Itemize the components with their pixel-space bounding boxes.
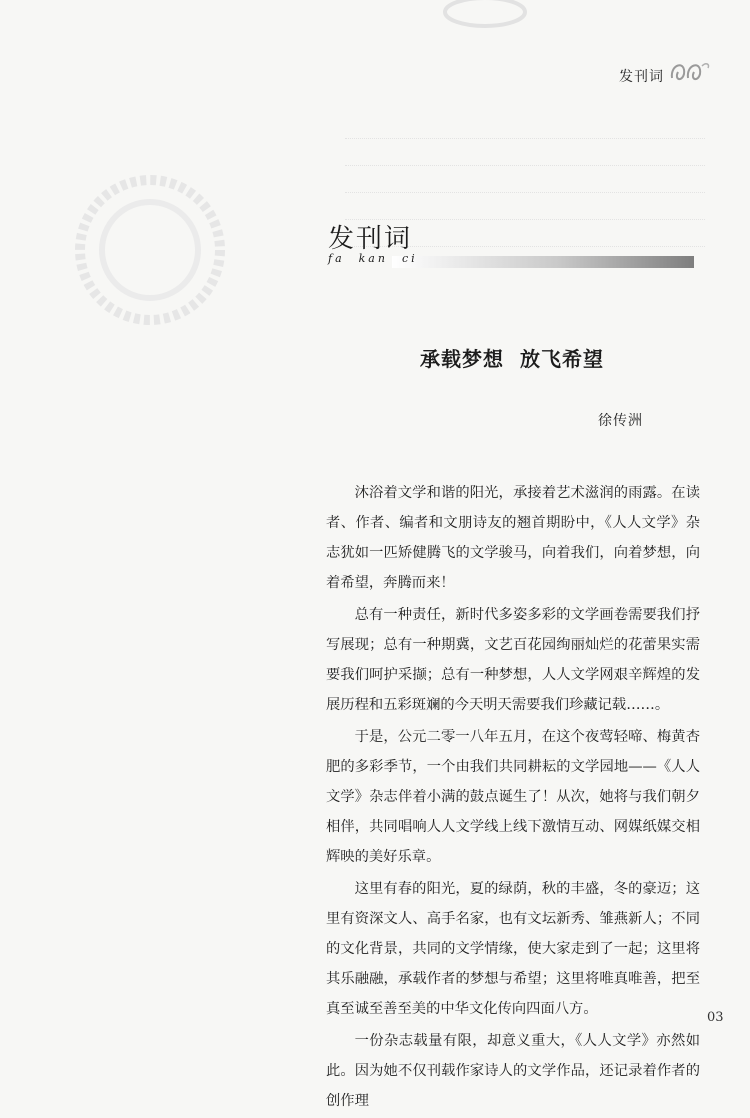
- pinyin-syllable: fa: [328, 252, 345, 265]
- paragraph: 沐浴着文学和谐的阳光，承接着艺术滋润的雨露。在读者、作者、编者和文朋诗友的翘首期盼中，《人人文学》杂志犹如一匹矫健腾飞的文学骏马，向着我们，向着梦想，向着希望，奔腾而来！: [326, 485, 700, 591]
- title-gradient-bar: [392, 256, 694, 268]
- swirl-ornament-icon: [668, 56, 712, 86]
- section-title: 发刊词: [328, 224, 413, 254]
- article-title-part2: 放飞希望: [520, 347, 604, 371]
- paragraph: 一份杂志载量有限，却意义重大，《人人文学》亦然如此。因为她不仅刊载作家诗人的文学作品，还记录着作者的创作理: [326, 1033, 700, 1109]
- section-pinyin: [328, 252, 432, 265]
- article-title: [420, 343, 604, 372]
- article-title-part1: 承载梦想: [420, 347, 504, 371]
- pinyin-syllable: ci: [401, 252, 418, 265]
- paragraph: 总有一种责任，新时代多姿多彩的文学画卷需要我们抒写展现；总有一种期冀，文艺百花园绚丽灿烂的花蕾果实需要我们呵护采撷；总有一种梦想，人人文学网艰辛辉煌的发展历程和五彩斑斓的今天明天需要我们珍藏记载……。: [326, 607, 700, 713]
- pinyin-syllable: kan: [358, 252, 388, 265]
- paragraph: 这里有春的阳光，夏的绿荫，秋的丰盛，冬的豪迈；这里有资深文人、高手名家，也有文坛新秀、雏燕新人；不同的文化背景，共同的文学情缘，使大家走到了一起；这里将其乐融融，承载作者的梦想与希望；这里将唯真唯善，把至真至诚至善至美的中华文化传向四面八方。: [326, 881, 700, 1017]
- page-number: 03: [707, 1010, 724, 1025]
- bleed-through-ornament: [60, 160, 240, 340]
- bleed-through-ornament-top: [440, 0, 530, 40]
- section-heading: [328, 218, 412, 255]
- running-head: 发刊词: [619, 69, 664, 85]
- paragraph: 于是，公元二零一八年五月，在这个夜莺轻啼、梅黄杏肥的多彩季节，一个由我们共同耕耘的文学园地——《人人文学》杂志伴着小满的鼓点诞生了！从次，她将与我们朝夕相伴，共同唱响人人文学线上线下激情互动、网媒纸媒交相辉映的美好乐章。: [326, 729, 700, 865]
- article-author: 徐传洲: [598, 413, 643, 429]
- article-body: [326, 478, 700, 1118]
- bleed-through-lines: [345, 112, 705, 472]
